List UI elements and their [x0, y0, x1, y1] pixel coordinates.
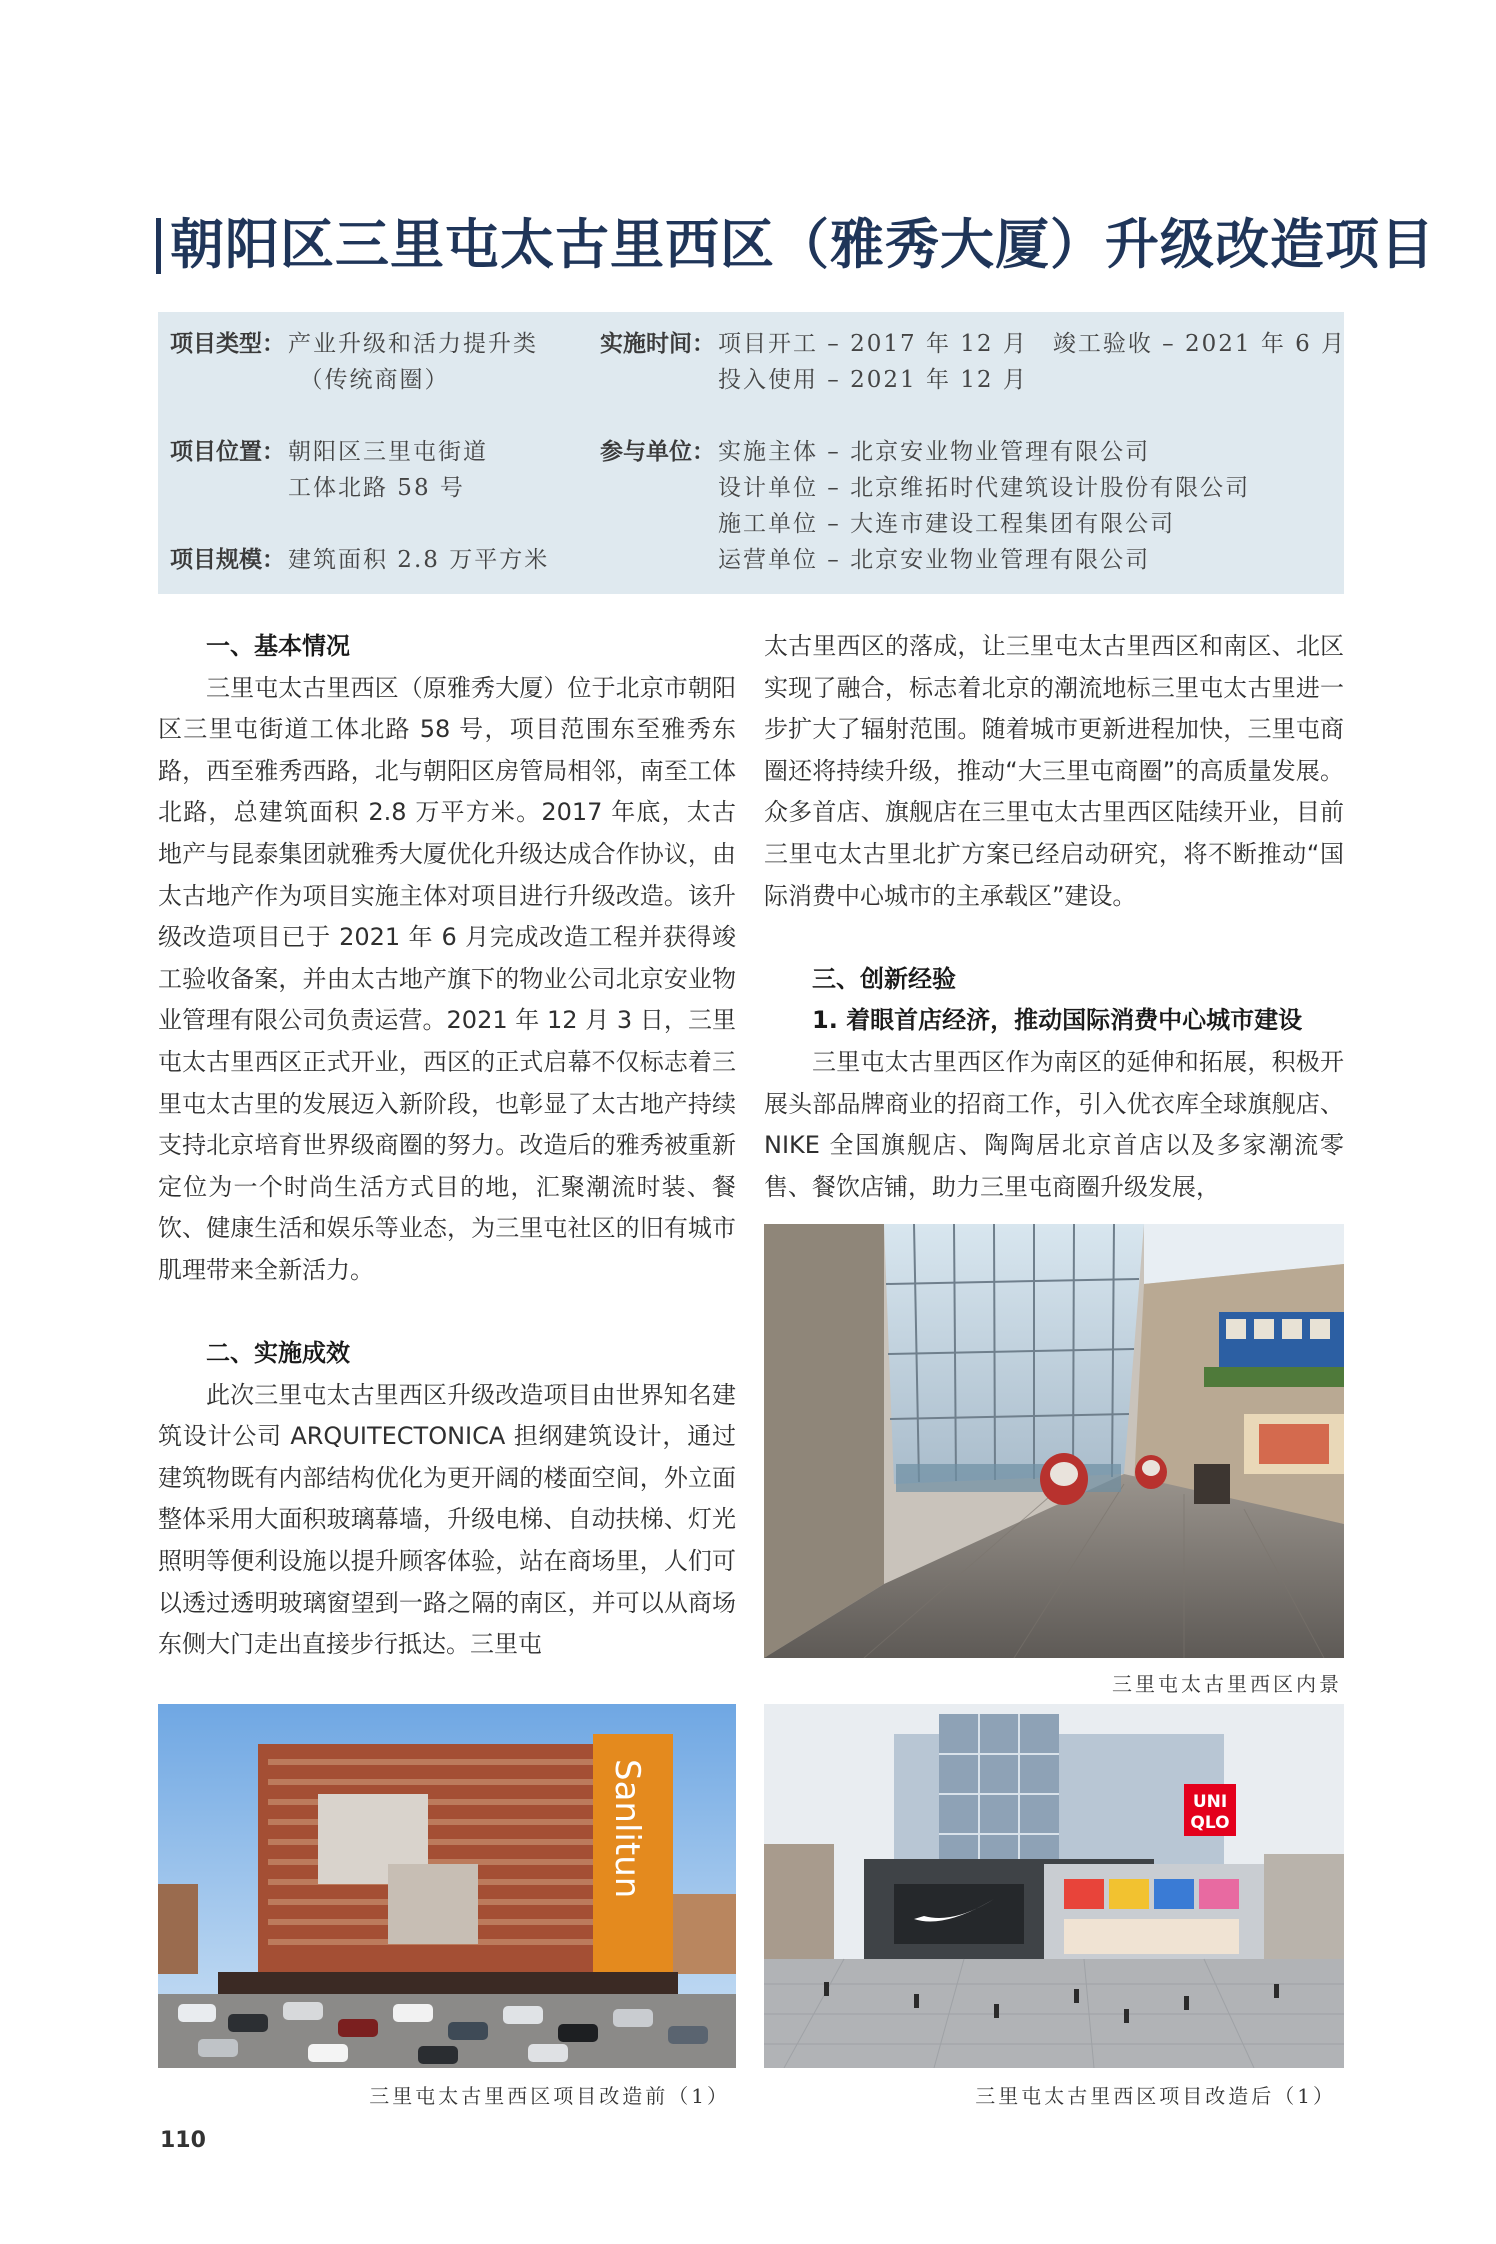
before-photo-caption: 三里屯太古里西区项目改造前（1） [369, 2084, 730, 2108]
section3-subheading: 1. 着眼首店经济，推动国际消费中心城市建设 [812, 1006, 1303, 1035]
section1-heading: 一、基本情况 [206, 632, 350, 660]
title-accent-bar [156, 218, 161, 274]
section1-paragraph: 三里屯太古里西区（原雅秀大厦）位于北京市朝阳区三里屯街道工体北路 58 号，项目范围东至雅秀东路，西至雅秀西路，北与朝阳区房管局相邻，南至工体北路，总建筑面积 2.8 万平方米。2017 年底，太古地产与昆泰集团就雅秀大厦优化升级达成合作协议，由太古地产作为项目实施主体对项目进行升级改造。该升级改造项目已于 2021 年 6 月完成改造工程并获得竣工验收备案，并由太古地产旗下的物业公司北京安业物业管理有限公司负责运营。2021 年 12 月 3 日，三里屯太古里西区正式开业，西区的正式启幕不仅标志着三里屯太古里的发展迈入新阶段，也彰显了太古地产持续支持北京培育世界级商圈的努力。改造后的雅秀被重新定位为一个时尚生活方式目的地，汇聚潮流时装、餐饮、健康生活和娱乐等业态，为三里屯社区的旧有城市肌理带来全新活力。 [158, 673, 736, 1284]
info-participants-line1: 实施主体 – 北京安业物业管理有限公司 [718, 439, 1151, 465]
section2-continued: 太古里西区的落成，让三里屯太古里西区和南区、北区实现了融合，标志着北京的潮流地标三里屯太古里进一步扩大了辐射范围。随着城市更新进程加快，三里屯商圈还将持续升级，推动“大三里屯商圈”的高质量发展。众多首店、旗舰店在三里屯太古里西区陆续开业，目前三里屯太古里北扩方案已经启动研究，将不断推动“国际消费中心城市的主承载区”建设。 [764, 632, 1344, 910]
section2-paragraph: 此次三里屯太古里西区升级改造项目由世界知名建筑设计公司 ARQUITECTONICA 担纲建筑设计，通过建筑物既有内部结构优化为更开阔的楼面空间，外立面整体采用大面积玻璃幕墙，升级电梯、自动扶梯、灯光照明等便利设施以提升顾客体验，站在商场里，人们可以透过透明玻璃窗望到一路之隔的南区，并可以从商场东侧大门走出直接步行抵达。三里屯 [158, 1380, 736, 1659]
info-scale-label: 项目规模： [170, 547, 285, 573]
info-location-line2: 工体北路 58 号 [288, 475, 465, 501]
left-column [158, 626, 736, 1666]
after-photo-caption: 三里屯太古里西区项目改造后（1） [975, 2084, 1336, 2108]
interior-photo [764, 1224, 1344, 1658]
before-photo [158, 1704, 736, 2068]
info-location-line1: 朝阳区三里屯街道 [288, 439, 488, 465]
section2-heading: 二、实施成效 [206, 1339, 350, 1368]
info-type-line2: （传统商圈） [299, 367, 450, 393]
info-participants-line2: 设计单位 – 北京维拓时代建筑设计股份有限公司 [718, 475, 1251, 501]
info-type-label: 项目类型： [170, 331, 285, 357]
sanlitun-sign-text: Sanlitun [607, 1759, 647, 1899]
info-participants-line4: 运营单位 – 北京安业物业管理有限公司 [718, 547, 1151, 573]
info-time-line2: 投入使用 – 2021 年 12 月 [718, 367, 1028, 393]
info-time-line1: 项目开工 – 2017 年 12 月 竣工验收 – 2021 年 6 月 [718, 331, 1347, 357]
project-info-box [158, 312, 1347, 594]
info-location-label: 项目位置： [170, 439, 285, 465]
page-number: 110 [160, 2128, 206, 2153]
info-type-line1: 产业升级和活力提升类 [288, 331, 538, 357]
interior-photo-caption: 三里屯太古里西区内景 [1112, 1672, 1342, 1696]
section3-heading: 三、创新经验 [812, 964, 956, 993]
title-block [156, 213, 1435, 276]
info-participants-label: 参与单位： [600, 439, 715, 465]
page-title: 朝阳区三里屯太古里西区（雅秀大厦）升级改造项目 [170, 213, 1435, 276]
uniqlo-logo-bottom: QLO [1190, 1813, 1230, 1833]
uniqlo-logo-top: UNI [1192, 1792, 1228, 1812]
section3-paragraph: 三里屯太古里西区作为南区的延伸和拓展，积极开展头部品牌商业的招商工作，引入优衣库全球旗舰店、NIKE 全国旗舰店、陶陶居北京首店以及多家潮流零售、餐饮店铺，助力三里屯商圈升级发展， [764, 1047, 1344, 1201]
info-time-label: 实施时间： [600, 331, 715, 357]
right-column [764, 626, 1344, 1208]
info-scale-value: 建筑面积 2.8 万平方米 [288, 547, 550, 573]
info-participants-line3: 施工单位 – 大连市建设工程集团有限公司 [718, 511, 1176, 537]
after-photo [764, 1704, 1344, 2068]
